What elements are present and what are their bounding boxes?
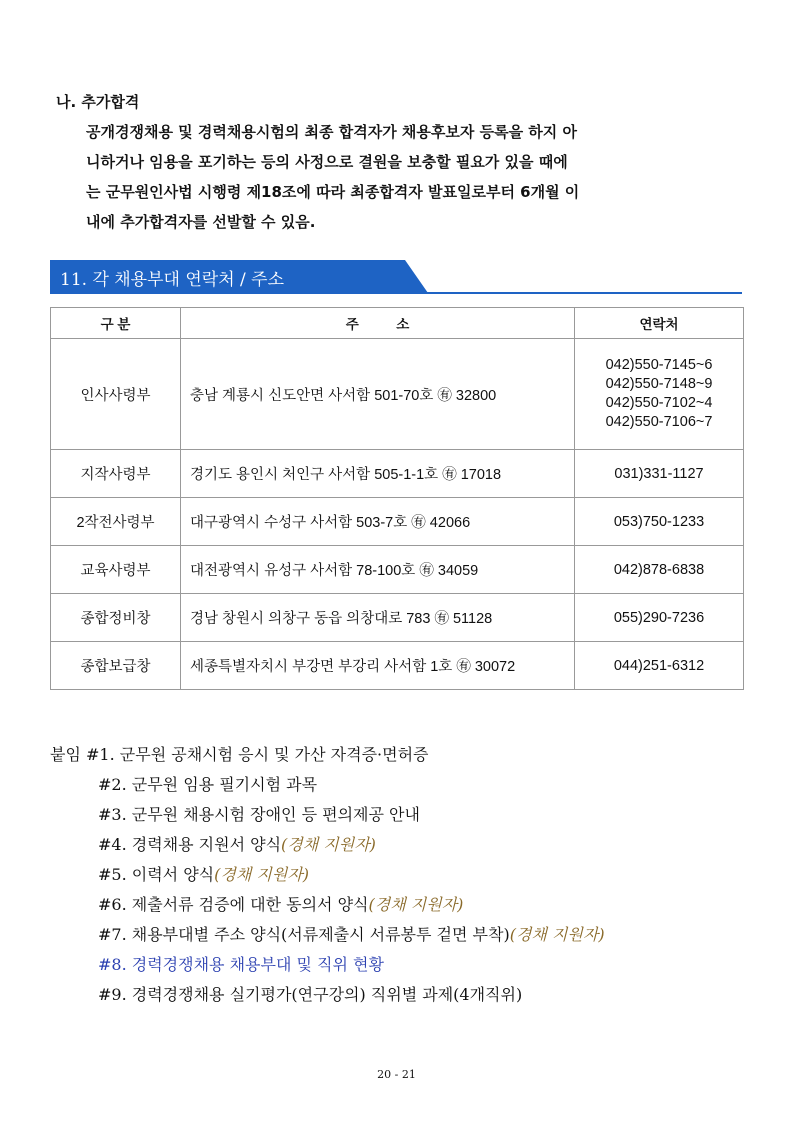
section-title-additional-pass: 나. 추가합격 <box>56 93 140 111</box>
unit-cell: 교육사령부 <box>51 546 181 594</box>
paragraph-line: 내에 추가합격자를 선발할 수 있음. <box>86 213 316 231</box>
attachment-text: 채용부대별 주소 양식(서류제출시 서류봉투 겉면 부착) <box>131 925 510 944</box>
attachment-num: #2. <box>98 775 127 794</box>
attachment-prefix: 붙임 <box>50 745 81 764</box>
unit-cell: 인사사령부 <box>51 339 181 450</box>
attachment-num: #5. <box>98 865 127 884</box>
attachment-item <box>50 920 605 950</box>
table-row <box>51 450 744 498</box>
paragraph-line: 는 군무원인사법 시행령 제18조에 따라 최종합격자 발표일로부터 6개월 이 <box>86 183 580 201</box>
unit-cell: 종합보급창 <box>51 642 181 690</box>
attachment-num: #1. <box>86 745 115 764</box>
header-unit: 구 분 <box>51 308 181 339</box>
paragraph-line: 니하거나 임용을 포기하는 등의 사정으로 결원을 보충할 필요가 있을 때에 <box>86 153 568 171</box>
attachment-text: 이력서 양식 <box>131 865 215 884</box>
address-cell: 세종특별자치시 부강면 부강리 사서함 1호 ㊒ 30072 <box>181 642 575 690</box>
unit-cell: 종합정비창 <box>51 594 181 642</box>
unit-cell: 지작사령부 <box>51 450 181 498</box>
attachment-item <box>50 890 605 920</box>
attachment-num: #9. <box>98 985 127 1004</box>
header-address: 주 소 <box>181 308 575 339</box>
table-row <box>51 498 744 546</box>
table-row <box>51 546 744 594</box>
address-cell: 경남 창원시 의창구 동읍 의창대로 783 ㊒ 51128 <box>181 594 575 642</box>
attachment-text: 경력채용 지원서 양식 <box>131 835 282 854</box>
attachment-item <box>50 770 605 800</box>
table-row <box>51 594 744 642</box>
contact-table <box>50 307 744 690</box>
attachment-num: #7. <box>98 925 127 944</box>
attachment-text: 군무원 임용 필기시험 과목 <box>131 775 318 794</box>
phone-cell: 042)878-6838 <box>575 546 744 594</box>
attachment-note: (경채 지원자) <box>281 835 376 854</box>
section-title-contacts: 11. 각 채용부대 연락처 / 주소 <box>60 270 285 290</box>
address-cell: 대전광역시 유성구 사서함 78-100호 ㊒ 34059 <box>181 546 575 594</box>
attachment-text: 제출서류 검증에 대한 동의서 양식 <box>131 895 369 914</box>
table-header-row <box>51 308 744 339</box>
attachment-text: 군무원 공채시험 응시 및 가산 자격증·면허증 <box>119 745 429 764</box>
phone-number: 042)550-7102~4 <box>605 395 713 411</box>
address-cell: 대구광역시 수성구 사서함 503-7호 ㊒ 42066 <box>181 498 575 546</box>
additional-pass-paragraph <box>86 117 746 237</box>
table-row <box>51 339 744 450</box>
table-row <box>51 642 744 690</box>
phone-cell: 055)290-7236 <box>575 594 744 642</box>
attachment-item <box>50 980 605 1010</box>
attachment-num: #4. <box>98 835 127 854</box>
address-cell: 충남 계룡시 신도안면 사서함 501-70호 ㊒ 32800 <box>181 339 575 450</box>
section-header-rule <box>50 292 742 294</box>
attachment-item <box>50 740 605 770</box>
paragraph-line: 공개경쟁채용 및 경력채용시험의 최종 합격자가 채용후보자 등록을 하지 아 <box>86 123 577 141</box>
attachment-note: (경채 지원자) <box>368 895 464 914</box>
phone-number: 042)550-7148~9 <box>605 376 713 392</box>
page-number: 20 - 21 <box>377 1068 416 1081</box>
attachment-item <box>50 860 605 890</box>
attachment-num: #8. <box>98 955 127 974</box>
attachment-text: 경력경쟁채용 실기평가(연구강의) 직위별 과제(4개직위) <box>131 985 523 1004</box>
attachment-note: (경채 지원자) <box>509 925 605 944</box>
phone-cell: 031)331-1127 <box>575 450 744 498</box>
phone-number: 042)550-7145~6 <box>605 357 713 373</box>
attachment-text: 군무원 채용시험 장애인 등 편의제공 안내 <box>131 805 420 824</box>
header-contact: 연락처 <box>575 308 744 339</box>
phone-cell: 044)251-6312 <box>575 642 744 690</box>
attachment-item <box>50 830 605 860</box>
phone-cell: 053)750-1233 <box>575 498 744 546</box>
attachment-num: #6. <box>98 895 127 914</box>
attachment-item <box>50 800 605 830</box>
unit-cell: 2작전사령부 <box>51 498 181 546</box>
phone-cell <box>575 339 744 450</box>
attachment-list <box>50 740 605 1010</box>
attachment-text: 경력경쟁채용 채용부대 및 직위 현황 <box>131 955 384 974</box>
attachment-num: #3. <box>98 805 127 824</box>
attachment-note: (경채 지원자) <box>214 865 309 884</box>
address-cell: 경기도 용인시 처인구 사서함 505-1-1호 ㊒ 17018 <box>181 450 575 498</box>
attachment-item-link[interactable] <box>50 950 605 980</box>
phone-number: 042)550-7106~7 <box>605 414 713 430</box>
